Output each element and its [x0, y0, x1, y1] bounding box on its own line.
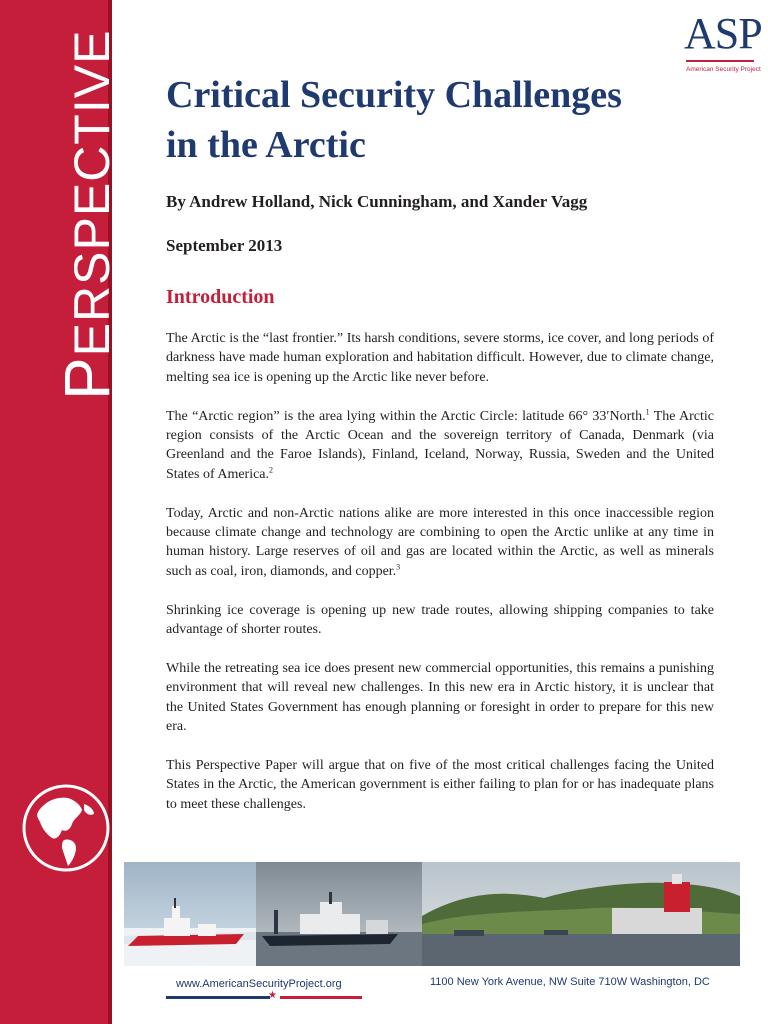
- paragraph: [166, 329, 714, 387]
- byline: By Andrew Holland, Nick Cunningham, and Xander Vagg: [166, 192, 588, 211]
- footer-rule: [166, 990, 362, 1002]
- paragraph: [166, 659, 714, 737]
- perspective-rest: ERSPECTIVE: [64, 29, 120, 357]
- sidebar: [0, 0, 123, 1024]
- paragraph-text: The Arctic region consists of the Arctic Ocean and the sovereign territory of Canada, Denmark (via Greenland and the Faroe Islands), Finland, Iceland, Norway, Russia, Sweden and the United States of America.: [166, 408, 714, 482]
- photo-strip: [124, 862, 740, 966]
- footer-rule-blue: [166, 996, 270, 999]
- star-icon: ★: [268, 990, 277, 1001]
- title-line-2: in the Arctic: [166, 124, 366, 166]
- document-title: [166, 70, 622, 170]
- section-heading: Introduction: [166, 286, 275, 308]
- photo-research-vessel: [256, 862, 422, 966]
- footnote-ref: 1: [645, 406, 650, 416]
- title-line-1: Critical Security Challenges: [166, 74, 622, 116]
- logo-rule: [686, 60, 754, 62]
- paragraph-text: While the retreating sea ice does present new commercial opportunities, this remains a punishing environment that will reveal new challenges. In this new era in Arctic history, it is unclear that the United States Government has enough planning or foresight in order to prepare for this new era.: [166, 660, 714, 735]
- footnote-ref: 2: [269, 465, 274, 475]
- paragraph-text: The Arctic is the “last frontier.” Its harsh conditions, severe storms, ice cover, and long periods of darkness have made human exploration and habitation difficult. However, due to climate change, melting sea ice is opening up the Arctic like never before.: [166, 331, 714, 385]
- paragraph: [166, 504, 714, 582]
- footnote-ref: 3: [396, 562, 401, 572]
- body-text: [166, 329, 714, 833]
- paragraph-text: Shrinking ice coverage is opening up new trade routes, allowing shipping companies to take advantage of shorter routes.: [166, 602, 714, 638]
- paragraph-text: Today, Arctic and non-Arctic nations alike are more interested in this once inaccessible region because climate change and technology are combining to open the Arctic unlike at any time in human history. Large reserves of oil and gas are located within the Arctic, as well as minerals such as coal, iron, diamonds, and copper.: [166, 505, 714, 579]
- perspective-initial: P: [51, 356, 123, 400]
- paragraph: [166, 756, 714, 814]
- photo-icebreaker: [124, 862, 256, 966]
- asp-logo: [676, 9, 762, 78]
- paragraph-text: This Perspective Paper will argue that on five of the most critical challenges facing the United States in the Arctic, the American government is either failing to plan for or has inadequate plans to meet these challenges.: [166, 757, 714, 812]
- photo-harbor-platform: [422, 862, 740, 966]
- paragraph: [166, 601, 714, 640]
- publication-date: September 2013: [166, 236, 283, 255]
- footer-rule-red: [280, 996, 362, 999]
- globe-icon: [20, 782, 112, 874]
- footer-url[interactable]: www.AmericanSecurityProject.org: [176, 978, 342, 990]
- footer-address: 1100 New York Avenue, NW Suite 710W Washington, DC: [430, 976, 710, 988]
- logo-text: ASP: [684, 9, 762, 58]
- perspective-label: [51, 29, 123, 400]
- paragraph: [166, 407, 714, 485]
- paragraph-text: The “Arctic region” is the area lying within the Arctic Circle: latitude 66° 33′North.: [166, 408, 646, 424]
- logo-subtitle: American Security Project: [686, 66, 761, 73]
